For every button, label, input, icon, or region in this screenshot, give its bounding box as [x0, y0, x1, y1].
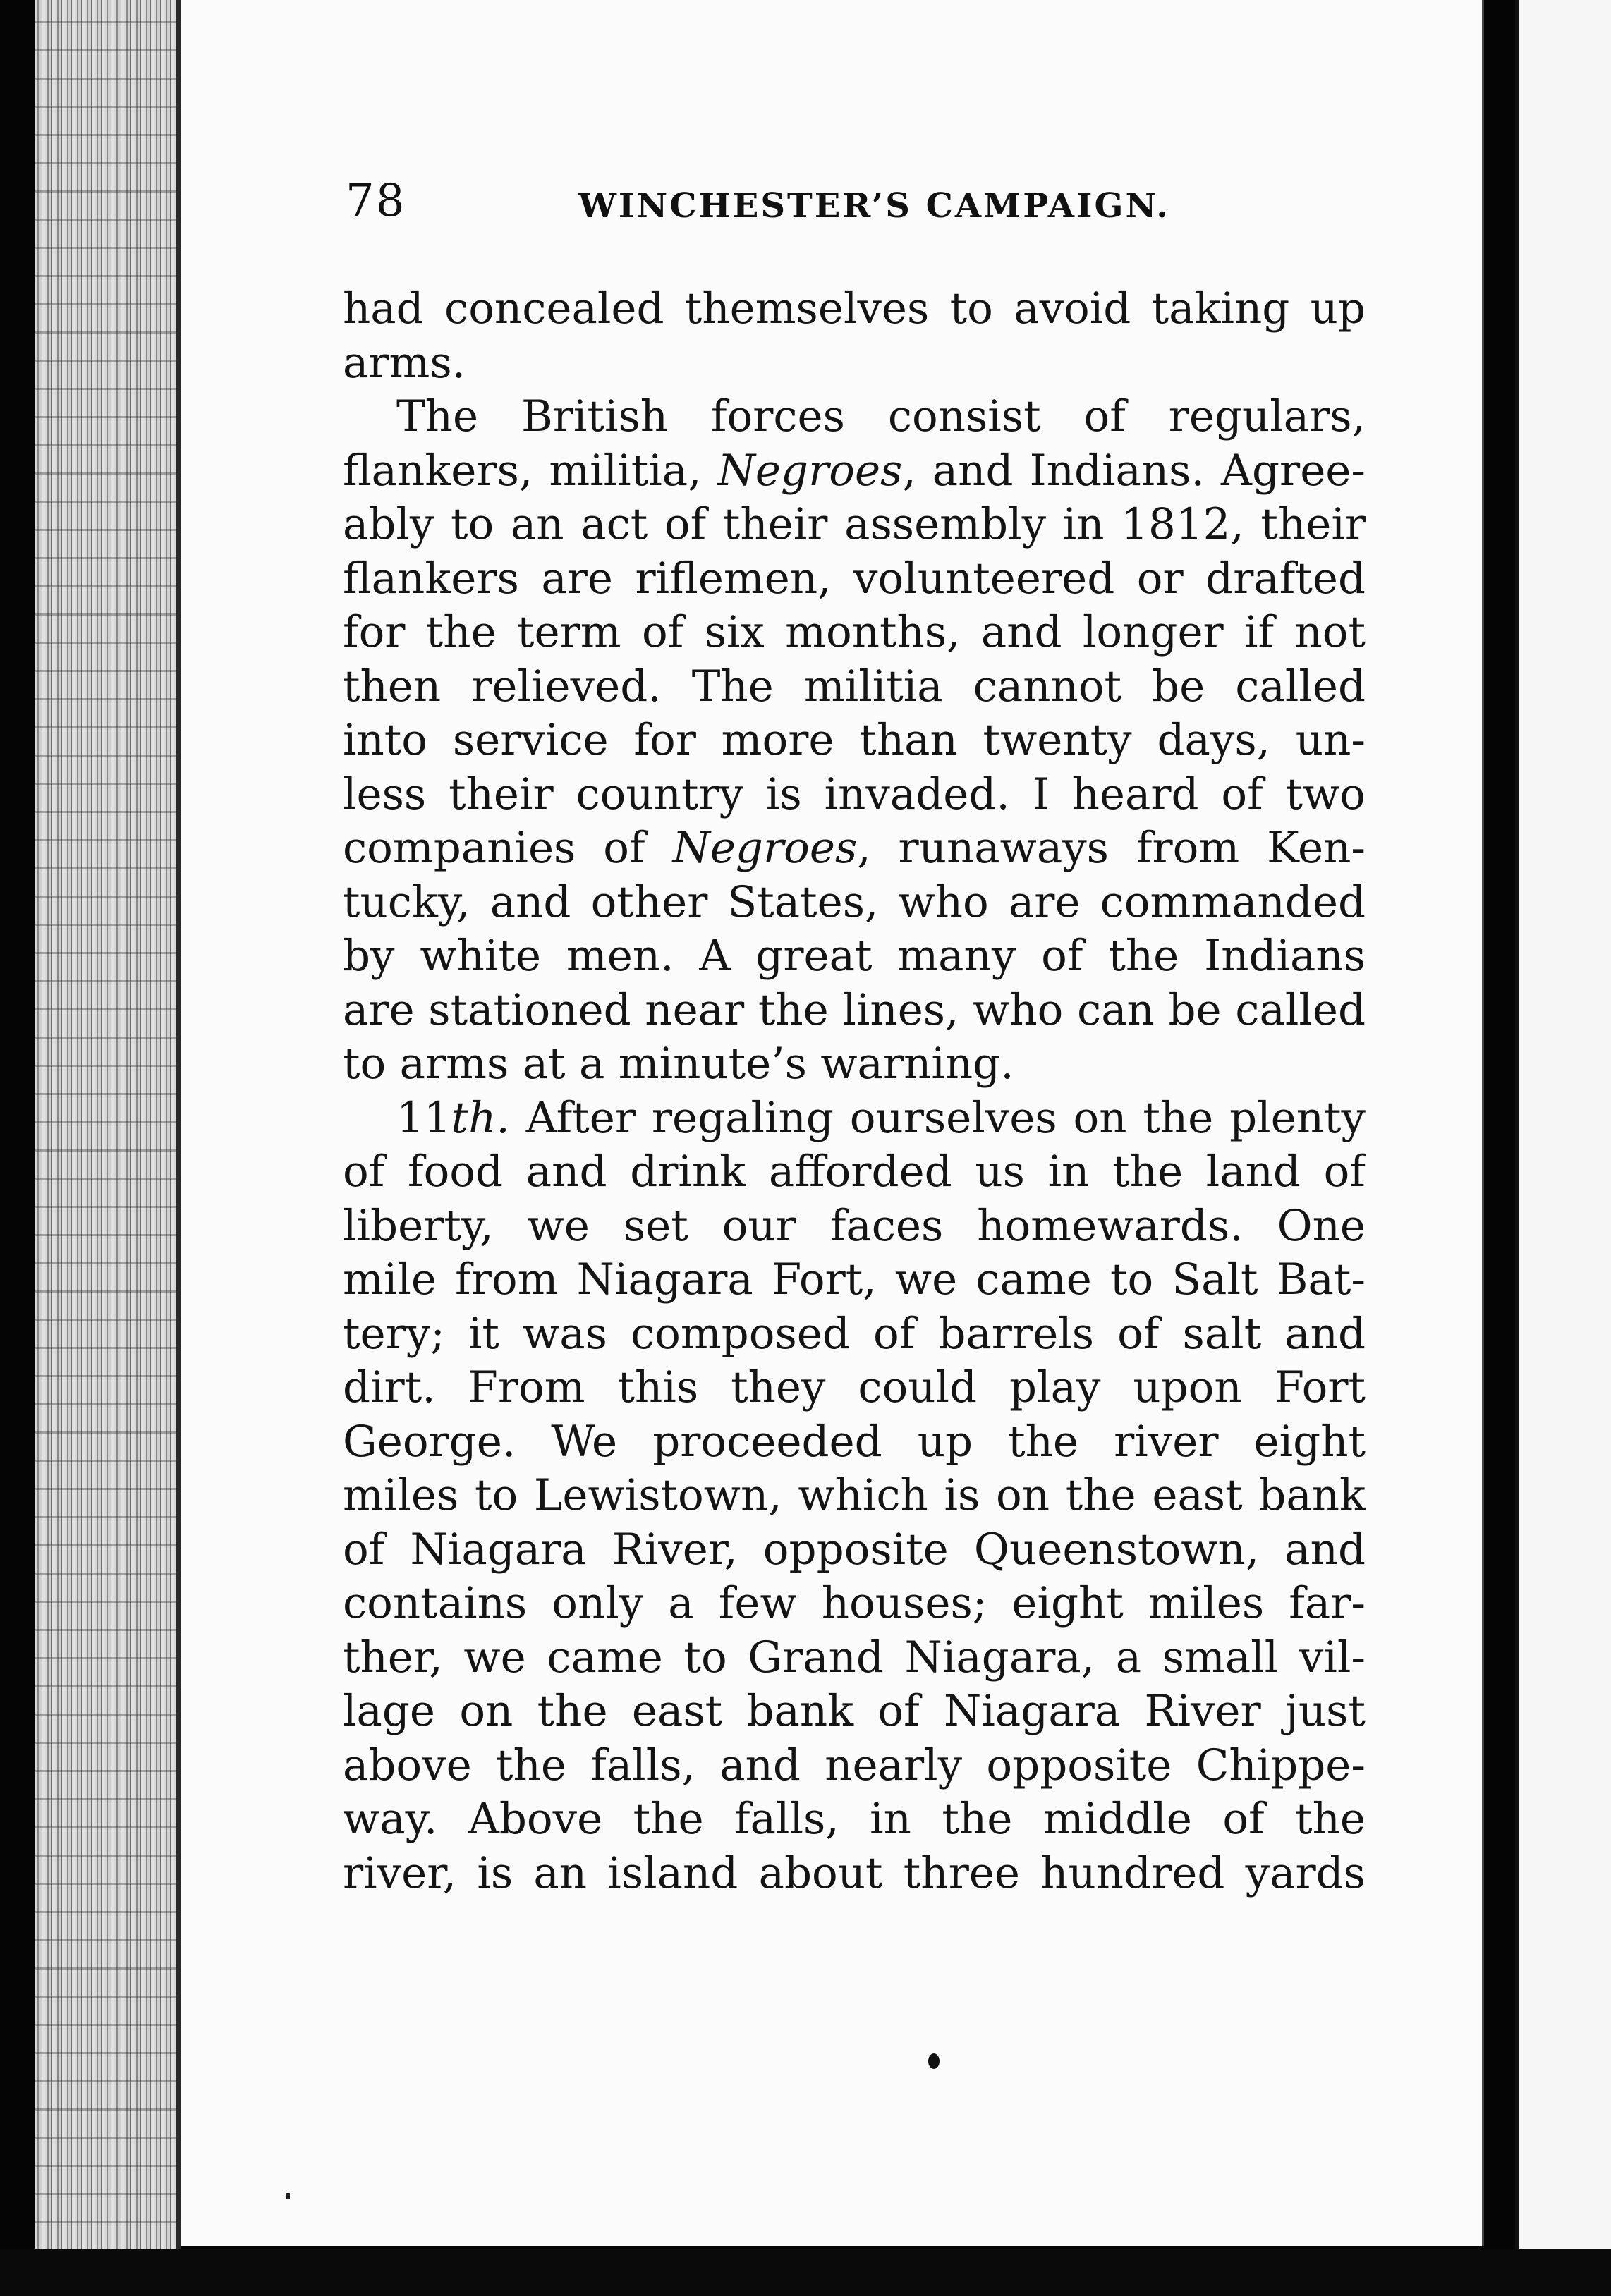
- body-text: [343, 282, 1366, 1900]
- text-line: above the falls, and nearly opposite Chippe-: [343, 1740, 1366, 1790]
- page-number: 78: [346, 175, 406, 227]
- text-line: [343, 822, 1366, 876]
- text-line: tucky, and other States, who are commanded: [343, 877, 1366, 927]
- facing-page-edge: [1515, 0, 1611, 2296]
- text-line: into service for more than twenty days, un-: [343, 715, 1366, 765]
- text-line: flankers are riflemen, volunteered or drafted: [343, 553, 1366, 604]
- text-line: arms.: [343, 337, 466, 388]
- running-head: [346, 175, 1368, 231]
- text-line: then relieved. The militia cannot be called: [343, 661, 1366, 712]
- text-line: lage on the east bank of Niagara River just: [343, 1686, 1366, 1736]
- text-segment: After regaling ourselves on the plenty: [509, 1092, 1366, 1143]
- text-line: for the term of six months, and longer if not: [343, 607, 1366, 657]
- text-line: less their country is invaded. I heard of two: [343, 769, 1366, 819]
- italic-text: Negroes: [672, 823, 858, 873]
- text-segment: companies of: [343, 823, 673, 873]
- text-line: of Niagara River, opposite Queenstown, and: [343, 1524, 1366, 1575]
- text-line: to arms at a minute’s warning.: [343, 1039, 1014, 1089]
- text-line: ther, we came to Grand Niagara, a small vil-: [343, 1632, 1366, 1683]
- text-line: dirt. From this they could play upon Fort: [343, 1362, 1366, 1412]
- text-line: The British forces consist of regulars,: [396, 391, 1366, 441]
- text-line: way. Above the falls, in the middle of the: [343, 1794, 1366, 1844]
- text-segment: , and Indians. Agree-: [902, 445, 1366, 496]
- text-line: ably to an act of their assembly in 1812, their: [343, 499, 1366, 549]
- text-segment: flankers, militia,: [343, 445, 718, 496]
- text-line: of food and drink afforded us in the land of: [343, 1147, 1366, 1197]
- text-line: river, is an island about three hundred yards: [343, 1848, 1366, 1898]
- text-line: contains only a few houses; eight miles far-: [343, 1578, 1366, 1628]
- scan-bottom-border: [0, 2249, 1611, 2296]
- italic-text: Negroes: [717, 445, 903, 496]
- text-line: [343, 444, 1366, 499]
- text-line: tery; it was composed of barrels of salt and: [343, 1308, 1366, 1359]
- text-line: liberty, we set our faces homewards. One: [343, 1200, 1366, 1251]
- text-line: miles to Lewistown, which is on the east bank: [343, 1470, 1366, 1520]
- text-line: had concealed themselves to avoid taking up: [343, 283, 1366, 334]
- text-line: are stationed near the lines, who can be called: [343, 984, 1366, 1035]
- ink-dot: [928, 2053, 940, 2069]
- text-line: by white men. A great many of the Indians: [343, 931, 1366, 981]
- running-title: WINCHESTER’S CAMPAIGN.: [578, 186, 1170, 226]
- italic-text: th.: [451, 1092, 510, 1143]
- ink-speck: [286, 2193, 290, 2199]
- page-stack-edge-texture: [35, 0, 176, 2249]
- text-line: mile from Niagara Fort, we came to Salt Bat-: [343, 1254, 1366, 1305]
- text-segment: 11: [396, 1092, 451, 1143]
- text-line: [343, 1092, 1366, 1146]
- text-segment: , runaways from Ken-: [857, 823, 1366, 873]
- text-line: George. We proceeded up the river eight: [343, 1416, 1366, 1467]
